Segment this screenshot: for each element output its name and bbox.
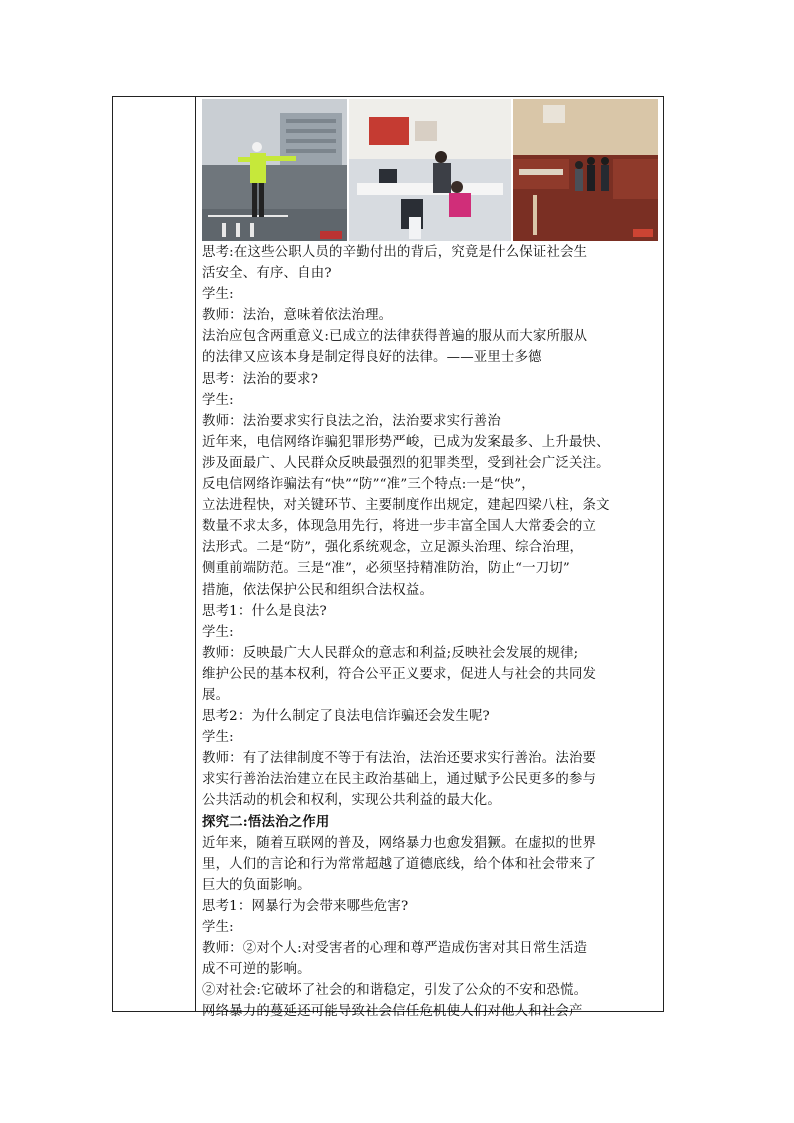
text-line: 学生: bbox=[202, 624, 234, 640]
lesson-text bbox=[202, 242, 660, 1022]
text-line: 教师：反映最广大人民群众的意志和利益;反映社会发展的规律; bbox=[202, 645, 579, 661]
text-line: 思考：法治的要求? bbox=[202, 371, 319, 387]
text-line: 措施，依法保护公民和组织合法权益。 bbox=[202, 582, 434, 598]
traffic-police-photo bbox=[202, 99, 347, 241]
text-line: 的法律又应该本身是制定得良好的法律。——亚里士多德 bbox=[202, 350, 542, 366]
column-divider bbox=[195, 97, 196, 1011]
service-hall-photo bbox=[349, 99, 511, 241]
text-line: 侧重前端防范。三是“准”，必须坚持精准防治，防止“一刀切” bbox=[202, 561, 570, 577]
text-line: 成不可逆的影响。 bbox=[202, 962, 311, 978]
text-line: 求实行善治法治建立在民主政治基础上，通过赋予公民更多的参与 bbox=[202, 772, 597, 788]
photo-strip bbox=[202, 99, 660, 241]
text-line: 学生: bbox=[202, 287, 234, 303]
text-line: 里，人们的言论和行为常常超越了道德底线，给个体和社会带来了 bbox=[202, 856, 597, 872]
text-line: 教师：法治，意味着依法治理。 bbox=[202, 308, 393, 324]
text-line: 教师：有了法律制度不等于有法治，法治还要求实行善治。法治要 bbox=[202, 751, 597, 767]
text-line: 数量不求太多，体现急用先行，将进一步丰富全国人大常委会的立 bbox=[202, 519, 597, 535]
text-line: 展。 bbox=[202, 687, 230, 703]
text-line: 思考1：网暴行为会带来哪些危害? bbox=[202, 898, 409, 914]
text-line: 教师：②对个人:对受害者的心理和尊严造成伤害对其日常生活造 bbox=[202, 941, 588, 957]
text-line: 近年来，随着互联网的普及，网络暴力也愈发猖獗。在虚拟的世界 bbox=[202, 835, 597, 851]
content-cell bbox=[202, 99, 660, 1022]
text-line: 思考2：为什么制定了良法电信诈骗还会发生呢? bbox=[202, 709, 490, 725]
text-line: 涉及面最广、人民群众反映最强烈的犯罪类型，受到社会广泛关注。 bbox=[202, 455, 610, 471]
text-line: 近年来，电信网络诈骗犯罪形势严峻，已成为发案最多、上升最快、 bbox=[202, 434, 610, 450]
text-line: 法治应包含两重意义:已成立的法律获得普遍的服从而大家所服从 bbox=[202, 329, 588, 345]
traffic-police-illustration bbox=[202, 99, 347, 241]
text-line: 维护公民的基本权利，符合公平正义要求，促进人与社会的共同发 bbox=[202, 666, 597, 682]
courtroom-illustration bbox=[513, 99, 658, 241]
courtroom-photo bbox=[513, 99, 658, 241]
text-line: 教师：法治要求实行良法之治，法治要求实行善治 bbox=[202, 413, 501, 429]
watermark-logo bbox=[633, 229, 653, 237]
text-line: 公共活动的机会和权利，实现公共利益的最大化。 bbox=[202, 793, 501, 809]
text-line: 法形式。二是“防”，强化系统观念，立足源头治理、综合治理， bbox=[202, 540, 584, 556]
text-line: 活安全、有序、自由? bbox=[202, 266, 332, 282]
text-line: 学生: bbox=[202, 920, 234, 935]
lesson-table bbox=[112, 96, 664, 1020]
text-line: 思考:在这些公职人员的辛勤付出的背后，究竟是什么保证社会生 bbox=[202, 245, 588, 260]
section-heading: 探究二:悟法治之作用 bbox=[202, 813, 330, 830]
service-hall-illustration bbox=[349, 99, 511, 241]
text-line: 思考1：什么是良法? bbox=[202, 603, 327, 619]
text-line: 立法进程快，对关键环节、主要制度作出规定，建起四梁八柱，条文 bbox=[202, 498, 610, 514]
text-line: 反电信网络诈骗法有“快”“防”“准”三个特点:一是“快”， bbox=[202, 477, 535, 493]
text-line: 学生: bbox=[202, 392, 234, 408]
watermark-logo bbox=[320, 231, 342, 239]
text-line: 网络暴力的蔓延还可能导致社会信任危机使人们对他人和社会产 bbox=[202, 1004, 583, 1020]
text-line: ②对社会:它破坏了社会的和谐稳定，引发了公众的不安和恐慌。 bbox=[202, 983, 588, 999]
text-line: 学生: bbox=[202, 730, 234, 746]
text-line: 巨大的负面影响。 bbox=[202, 877, 311, 893]
